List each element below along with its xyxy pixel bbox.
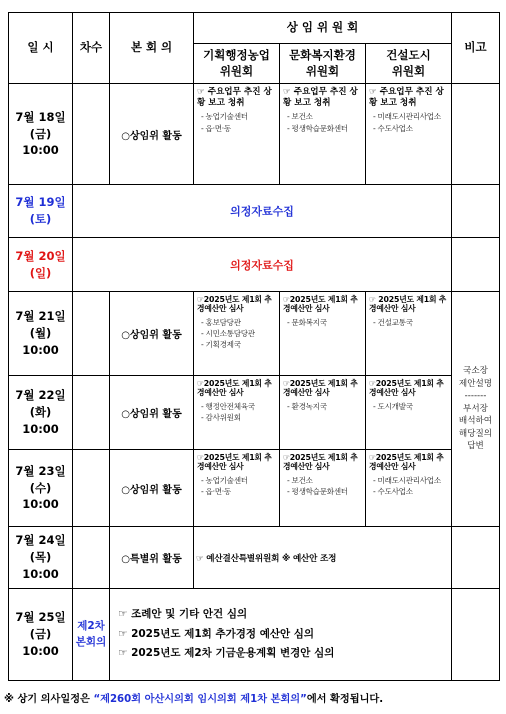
data-collection-label: 의정자료수집 xyxy=(73,185,452,238)
plenary-agenda-item: ☞ 2025년도 제2차 기금운용계획 변경안 심의 xyxy=(118,647,335,660)
row-remarks xyxy=(452,527,500,589)
committee-cell xyxy=(194,84,280,185)
footnote xyxy=(4,690,383,705)
agenda-items: - 미래도시관리사업소 - 수도사업소 xyxy=(373,475,441,497)
row-remarks xyxy=(452,185,500,238)
committee-cell xyxy=(194,450,280,527)
header-committee-construction: 건설도시 위원회 xyxy=(366,44,452,84)
special-committee-agenda: ☞ 예산결산특별위원회 ※ 예산안 조정 xyxy=(194,527,452,589)
agenda-items: - 건설교통국 xyxy=(373,317,413,327)
row-date: 7월 20일 (일) xyxy=(9,238,73,292)
header-committee-welfare: 문화복지환경 위원회 xyxy=(280,44,366,84)
header-session: 차수 xyxy=(73,13,110,84)
header-plenary: 본 회 의 xyxy=(110,13,194,84)
agenda-items: - 환경녹지국 xyxy=(287,401,327,411)
row-session xyxy=(73,376,110,450)
row-date: 7월 19일 (토) xyxy=(9,185,73,238)
agenda-items: - 도시개발국 xyxy=(373,401,413,411)
table-row xyxy=(9,527,500,589)
header-remarks: 비고 xyxy=(452,13,500,84)
committee-cell xyxy=(366,84,452,185)
row-date: 7월 21일 (월) 10:00 xyxy=(9,292,73,376)
agenda-title: ☞2025년도 제1회 추경예산안 심사 xyxy=(197,295,272,314)
row-remarks xyxy=(452,589,500,681)
agenda-items: - 보건소 - 평생학습문화센터 xyxy=(287,112,348,133)
header-committee-group: 상 임 위 원 회 xyxy=(194,13,452,44)
row-session xyxy=(73,84,110,185)
session-schedule-table xyxy=(8,12,500,681)
agenda-title: ☞ 주요업무 추진 상황 보고 청취 xyxy=(197,87,272,108)
row-remarks xyxy=(452,84,500,185)
agenda-title: ☞2025년도 제1회 추경예산안 심사 xyxy=(369,379,444,398)
header-date: 일 시 xyxy=(9,13,73,84)
agenda-title: ☞2025년도 제1회 추경예산안 심사 xyxy=(283,295,358,314)
row-date: 7월 25일 (금) 10:00 xyxy=(9,589,73,681)
row-plenary: ○특별위 활동 xyxy=(110,527,194,589)
footnote-prefix: ※ 상기 의사일정은 xyxy=(4,694,94,705)
agenda-title: ☞ 주요업무 추진 상황 보고 청취 xyxy=(283,87,358,108)
row-session xyxy=(73,527,110,589)
table-row xyxy=(9,84,500,185)
agenda-items: - 농업기술센터 - 읍·면·동 xyxy=(201,112,248,133)
agenda-title: ☞2025년도 제1회 추경예산안 심사 xyxy=(197,453,272,472)
remarks-note: 국소장 제안설명 ------- 부서장 배석하여 해당질의 답변 xyxy=(452,292,500,527)
committee-cell xyxy=(280,376,366,450)
table-row xyxy=(9,450,500,527)
committee-cell xyxy=(280,292,366,376)
row-remarks xyxy=(452,238,500,292)
agenda-title: ☞2025년도 제1회 추경예산안 심사 xyxy=(283,453,358,472)
row-date: 7월 24일 (목) 10:00 xyxy=(9,527,73,589)
plenary-agenda-item: ☞ 2025년도 제1회 추가경정 예산안 심의 xyxy=(118,627,315,640)
agenda-title: ☞2025년도 제1회 추경예산안 심사 xyxy=(197,379,272,398)
row-session xyxy=(73,292,110,376)
agenda-title: ☞ 2025년도 제1회 추경예산안 심사 xyxy=(369,295,447,314)
table-row xyxy=(9,376,500,450)
agenda-items: - 문화복지국 xyxy=(287,317,327,327)
row-plenary: ○상임위 활동 xyxy=(110,84,194,185)
footnote-suffix: 에서 확정됩니다. xyxy=(306,694,384,705)
agenda-items: - 농업기술센터 - 읍·면·동 xyxy=(201,475,248,497)
row-plenary: ○상임위 활동 xyxy=(110,376,194,450)
agenda-title: ☞2025년도 제1회 추경예산안 심사 xyxy=(283,379,358,398)
row-date: 7월 18일 (금) 10:00 xyxy=(9,84,73,185)
agenda-title: ☞ 주요업무 추진 상황 보고 청취 xyxy=(369,87,444,108)
data-collection-label: 의정자료수집 xyxy=(73,238,452,292)
footnote-highlight: “제260회 아산시의회 임시의회 제1차 본회의” xyxy=(93,694,307,705)
agenda-title: ☞2025년도 제1회 추경예산안 심사 xyxy=(369,453,444,472)
table-row xyxy=(9,292,500,376)
plenary-agenda-item: ☞ 조례안 및 기타 안건 심의 xyxy=(118,607,248,620)
row-date: 7월 22일 (화) 10:00 xyxy=(9,376,73,450)
committee-cell xyxy=(194,376,280,450)
plenary-session-label: 제2차 본회의 xyxy=(73,589,110,681)
committee-cell xyxy=(366,292,452,376)
agenda-items: - 행정안전체육국 - 감사위원회 xyxy=(201,401,255,423)
table-row xyxy=(9,238,500,292)
row-plenary: ○상임위 활동 xyxy=(110,292,194,376)
row-session xyxy=(73,450,110,527)
row-date: 7월 23일 (수) 10:00 xyxy=(9,450,73,527)
table-row xyxy=(9,589,500,681)
committee-cell xyxy=(280,450,366,527)
committee-cell xyxy=(194,292,280,376)
committee-cell xyxy=(280,84,366,185)
committee-cell xyxy=(366,450,452,527)
committee-cell xyxy=(366,376,452,450)
agenda-items: - 미래도시관리사업소 - 수도사업소 xyxy=(373,112,441,133)
agenda-items: - 홍보담당관 - 시민소통담당관 - 기획경제국 xyxy=(201,317,255,350)
plenary-agenda xyxy=(110,589,452,681)
agenda-items: - 보건소 - 평생학습문화센터 xyxy=(287,475,348,497)
row-plenary: ○상임위 활동 xyxy=(110,450,194,527)
table-row xyxy=(9,185,500,238)
header-committee-planning: 기획행정농업 위원회 xyxy=(194,44,280,84)
